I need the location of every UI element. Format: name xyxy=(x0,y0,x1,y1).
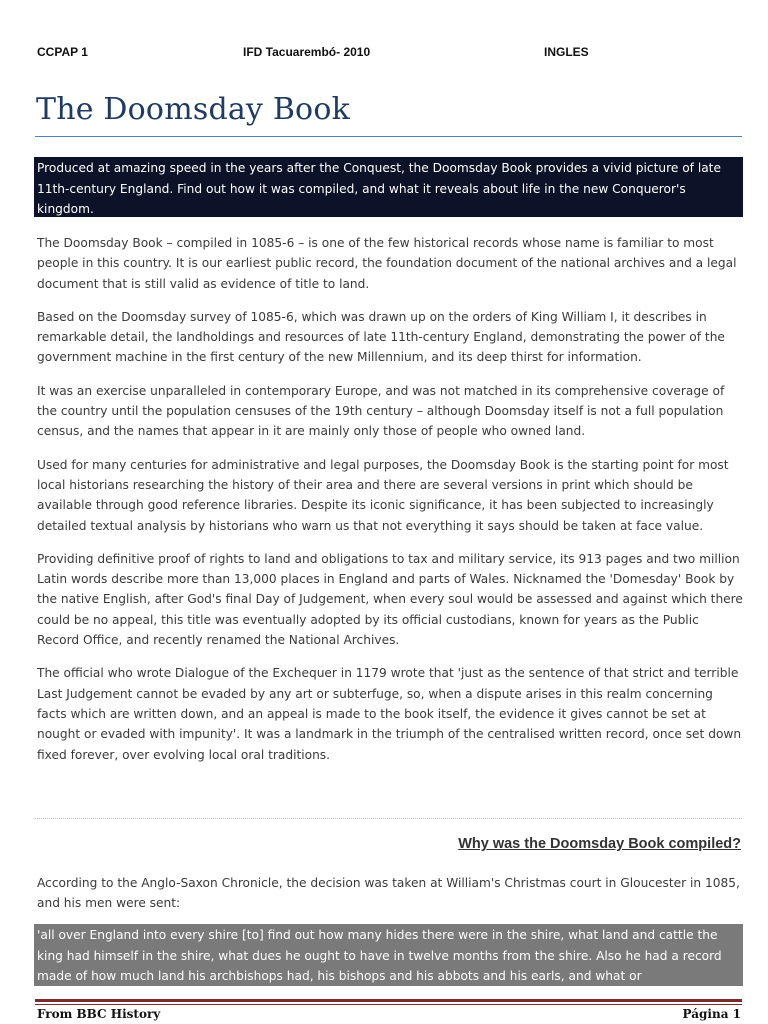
paragraph: Based on the Doomsday survey of 1085-6, which was drawn up on the orders of King William I, it describes in remarkable detail, the landholdings and resources of late 11th-century England, demonstrating the power of the government machine in the first century of the new Millennium, and its deep thirst for information. xyxy=(37,309,725,365)
footer-divider-thin xyxy=(35,1004,742,1005)
title-divider xyxy=(35,136,742,137)
footer-page-number: Página 1 xyxy=(682,1007,741,1021)
section-divider xyxy=(35,818,742,819)
section-heading: Why was the Doomsday Book compiled? xyxy=(458,836,741,852)
paragraph: It was an exercise unparalleled in contemporary Europe, and was not matched in its comprehensive coverage of the country until the population censuses of the 19th century – although Doomsday itself is not a full population census, and the names that appear in it are mainly only those of people who owned land. xyxy=(37,383,725,439)
header-institution: IFD Tacuarembó- 2010 xyxy=(243,45,371,59)
section-body xyxy=(37,873,743,914)
intro-summary: Produced at amazing speed in the years after the Conquest, the Doomsday Book provides a vivid picture of late 11th-century England. Find out how it was compiled, and what it reveals about life in the new Conqueror's kingdom. xyxy=(34,157,743,217)
paragraph: Used for many centuries for administrative and legal purposes, the Doomsday Book is the starting point for most local historians researching the history of their area and there are several versions in print which should be available through good reference libraries. Despite its iconic significance, it has been subjected to increasingly detailed textual analysis by historians who warn us that not everything it says should be taken at face value. xyxy=(37,457,729,533)
paragraph: According to the Anglo-Saxon Chronicle, the decision was taken at William's Christmas court in Gloucester in 1085, and his men were sent: xyxy=(37,876,740,911)
header-subject: INGLES xyxy=(544,45,589,59)
paragraph: The Doomsday Book – compiled in 1085-6 – is one of the few historical records whose name is familiar to most people in this country. It is our earliest public record, the foundation document of the national archives and a legal document that is still valid as evidence of title to land. xyxy=(37,236,737,291)
paragraph: The official who wrote Dialogue of the Exchequer in 1179 wrote that 'just as the sentence of that strict and terrible Last Judgement cannot be evaded by any art or subterfuge, so, when a dispute arises in this realm concerning facts which are written down, and an appeal is made to the book itself, the evidence it gives cannot be set at nought or evaded with impunity'. It was a landmark in the triumph of the centralised written record, once set down fixed forever, over evolving local oral traditions. xyxy=(37,666,742,762)
chronicle-quote: 'all over England into every shire [to] find out how many hides there were in the shire, what land and cattle the king had himself in the shire, what dues he ought to have in twelve months from the shire. Also he had a record made of how much land his archbishops had, his bishops and his abbots and his earls, and what or xyxy=(34,924,743,986)
paragraph: Providing definitive proof of rights to land and obligations to tax and military service, its 913 pages and two million Latin words describe more than 13,000 places in England and parts of Wales. Nicknamed the 'Domesday' Book by the native English, after God's final Day of Judgement, when every soul would be assessed and against which there could be no appeal, this title was eventually adopted by its official custodians, known for years as the Public Record Office, and recently renamed the National Archives. xyxy=(37,551,743,648)
footer-source: From BBC History xyxy=(37,1007,161,1021)
article-body xyxy=(37,233,743,778)
document-title: The Doomsday Book xyxy=(36,92,350,127)
footer-divider-thick xyxy=(35,999,742,1002)
header-course: CCPAP 1 xyxy=(37,45,88,59)
